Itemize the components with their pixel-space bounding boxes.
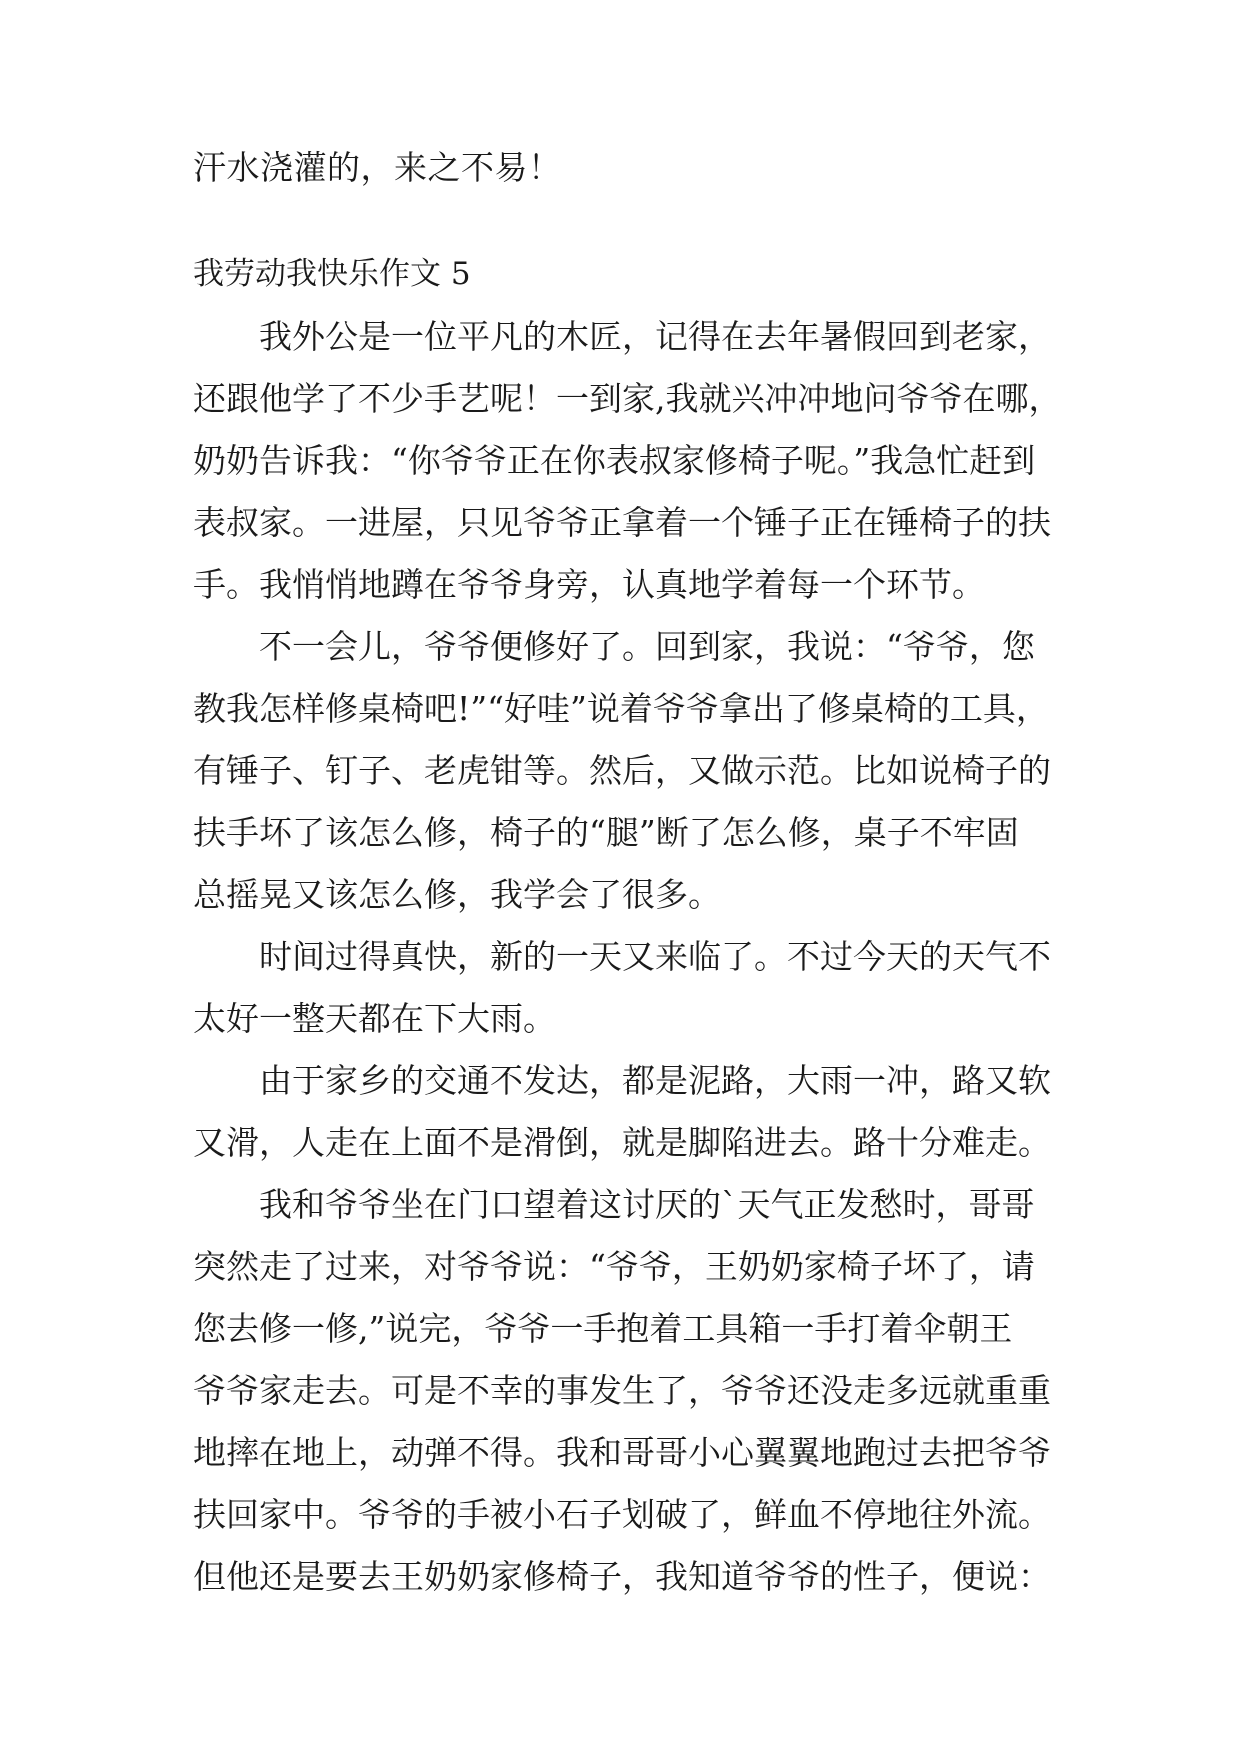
paragraph-line: 还跟他学了不少手艺呢！一到家,我就兴冲冲地问爷爷在哪， bbox=[193, 379, 1062, 418]
paragraph-line: 扶回家中。爷爷的手被小石子划破了，鲜血不停地往外流。 bbox=[193, 1495, 1051, 1534]
paragraph-line: 又滑，人走在上面不是滑倒，就是脚陷进去。路十分难走。 bbox=[193, 1123, 1051, 1162]
paragraph-line: 由于家乡的交通不发达，都是泥路，大雨一冲，路又软 bbox=[259, 1061, 1051, 1100]
paragraph-line: 我和爷爷坐在门口望着这讨厌的`天气正发愁时，哥哥 bbox=[259, 1185, 1035, 1224]
leading-line: 汗水浇灌的，来之不易！ bbox=[193, 148, 562, 187]
paragraph-line: 表叔家。一进屋，只见爷爷正拿着一个锤子正在锤椅子的扶 bbox=[193, 503, 1051, 542]
paragraph-2 bbox=[193, 616, 1083, 926]
paragraph-line: 但他还是要去王奶奶家修椅子，我知道爷爷的性子，便说： bbox=[193, 1557, 1051, 1596]
paragraph-3 bbox=[193, 926, 1083, 1050]
paragraph-1 bbox=[193, 306, 1083, 616]
paragraph-4 bbox=[193, 1050, 1083, 1174]
paragraph-line: 太好一整天都在下大雨。 bbox=[193, 999, 556, 1038]
paragraph-line: 总摇晃又该怎么修，我学会了很多。 bbox=[193, 875, 721, 914]
paragraph-line: 奶奶告诉我：“你爷爷正在你表叔家修椅子呢。”我急忙赶到 bbox=[193, 441, 1036, 480]
paragraph-line: 手。我悄悄地蹲在爷爷身旁，认真地学着每一个环节。 bbox=[193, 565, 985, 604]
essay-title: 我劳动我快乐作文 5 bbox=[193, 256, 471, 292]
paragraph-line: 有锤子、钉子、老虎钳等。然后，又做示范。比如说椅子的 bbox=[193, 751, 1051, 790]
paragraph-line: 不一会儿，爷爷便修好了。回到家，我说：“爷爷，您 bbox=[259, 627, 1035, 666]
paragraph-line: 我外公是一位平凡的木匠，记得在去年暑假回到老家， bbox=[259, 317, 1051, 356]
paragraph-line: 您去修一修,”说完，爷爷一手抱着工具箱一手打着伞朝王 bbox=[193, 1309, 1013, 1348]
paragraph-line: 时间过得真快，新的一天又来临了。不过今天的天气不 bbox=[259, 937, 1051, 976]
paragraph-line: 爷爷家走去。可是不幸的事发生了，爷爷还没走多远就重重 bbox=[193, 1371, 1051, 1410]
paragraph-line: 教我怎样修桌椅吧!”“好哇”说着爷爷拿出了修桌椅的工具， bbox=[193, 689, 1049, 728]
paragraph-line: 扶手坏了该怎么修，椅子的“腿”断了怎么修，桌子不牢固 bbox=[193, 813, 1019, 852]
paragraph-5 bbox=[193, 1174, 1083, 1608]
paragraph-line: 突然走了过来，对爷爷说：“爷爷，王奶奶家椅子坏了，请 bbox=[193, 1247, 1035, 1286]
paragraph-line: 地摔在地上，动弹不得。我和哥哥小心翼翼地跑过去把爷爷 bbox=[193, 1433, 1051, 1472]
